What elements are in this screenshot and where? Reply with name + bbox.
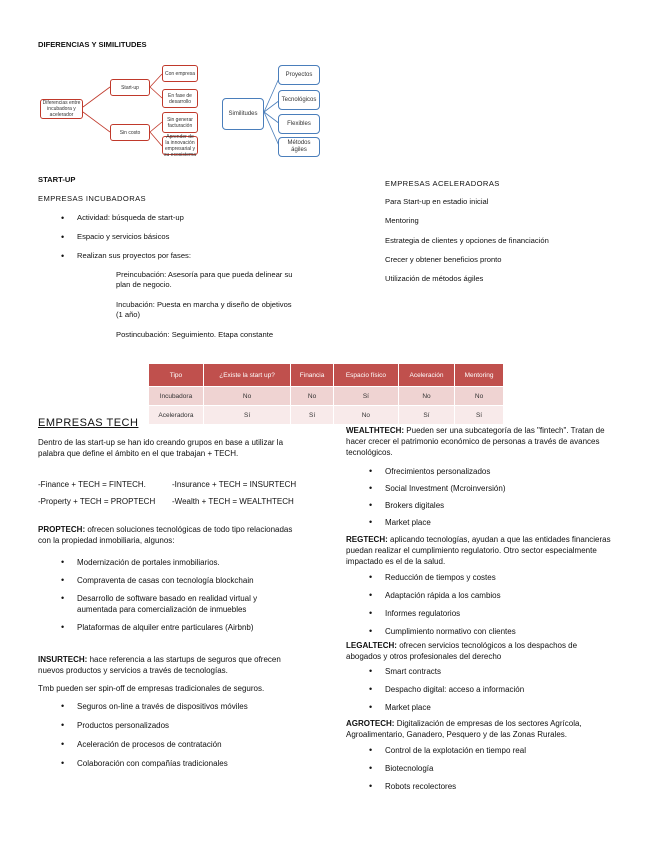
aceleradoras-line-2: Mentoring: [385, 216, 419, 225]
incubadoras-heading: EMPRESAS INCUBADORAS: [38, 194, 147, 203]
regtech-text: aplicando tecnologías, ayudan a que las entidades financieras puedan realizar el cumplimiento regulatorio. Otro sector especialmente impactado es el de la salud.: [346, 535, 611, 566]
diagram-left-leaf-4: Aprender de la innovación empresarial y su ecosistema: [162, 136, 198, 155]
phase-postincubacion: Postincubación: Seguimiento. Etapa constante: [116, 330, 274, 339]
list-item: • Biotecnología: [385, 763, 615, 774]
table-cell: No: [333, 406, 398, 425]
formula-proptech: -Property + TECH = PROPTECH: [38, 497, 156, 506]
aceleradoras-heading: EMPRESAS ACELERADORAS: [385, 179, 500, 188]
wealthtech-text: Pueden ser una subcategoría de las "fintech". Tratan de hacer crecer el patrimonio económico de personas a través de avances tecnológicos.: [346, 426, 605, 457]
diagram-right-item-1: Proyectos: [278, 65, 320, 85]
list-item: • Despacho digital: acceso a información: [385, 684, 615, 695]
regtech-list: [385, 572, 615, 637]
diagram-left-leaf-1: Con empresa: [162, 65, 198, 82]
list-item: • Colaboración con compañías tradicionales: [77, 758, 295, 769]
regtech-label: REGTECH:: [346, 535, 388, 544]
list-item: • Realizan sus proyectos por fases:: [77, 251, 191, 261]
table-cell: Incubadora: [149, 387, 204, 406]
legaltech-text: ofrecen servicios tecnológicos a los despachos de abogados y otros profesionales del derecho: [346, 641, 578, 661]
incubadoras-list: [77, 213, 191, 261]
phase-preincubacion: Preincubación: Asesoría para que pueda delinear su plan de negocio.: [116, 270, 293, 289]
table-cell: Sí: [455, 406, 504, 425]
list-item: • Ofrecimientos personalizados: [385, 466, 615, 477]
list-item: • Informes regulatorios: [385, 608, 615, 619]
table-row: [149, 406, 504, 425]
phase-incubacion: Incubación: Puesta en marcha y diseño de objetivos (1 año): [116, 300, 292, 319]
agrotech-list: [385, 745, 615, 792]
table-header: ¿Existe la start up?: [203, 364, 290, 387]
regtech-paragraph: [346, 534, 614, 567]
insurtech-list: [77, 701, 295, 769]
list-item: • Social Investment (Mcroinversión): [385, 483, 615, 494]
insurtech-note: Tmb pueden ser spin-off de empresas tradicionales de seguros.: [38, 684, 265, 693]
diagram-left-leaf-2: En fase de desarrollo: [162, 89, 198, 108]
wealthtech-paragraph: [346, 425, 614, 458]
list-item: • Actividad: búsqueda de start-up: [77, 213, 191, 223]
diagram-right-item-3: Flexibles: [278, 114, 320, 134]
list-item: • Seguros on-line a través de dispositivos móviles: [77, 701, 295, 712]
list-item: • Reducción de tiempos y costes: [385, 572, 615, 583]
page-title: DIFERENCIAS Y SIMILITUDES: [38, 40, 147, 49]
list-item: • Plataformas de alquiler entre particulares (Airbnb): [77, 622, 295, 633]
insurtech-paragraph: [38, 654, 300, 676]
list-item: • Market place: [385, 517, 615, 528]
list-item: • Compraventa de casas con tecnología blockchain: [77, 575, 295, 586]
table-header: Aceleración: [398, 364, 454, 387]
wealthtech-list: [385, 466, 615, 528]
table-row: [149, 387, 504, 406]
table-header-row: [149, 364, 504, 387]
diagram-right-root: Similitudes: [222, 98, 264, 130]
table-header: Tipo: [149, 364, 204, 387]
insurtech-label: INSURTECH:: [38, 655, 88, 664]
list-item: • Smart contracts: [385, 666, 615, 677]
table-cell: Sí: [291, 406, 334, 425]
formula-insurtech: -Insurance + TECH = INSURTECH: [172, 480, 297, 489]
table-cell: No: [455, 387, 504, 406]
aceleradoras-line-4: Crecer y obtener beneficios pronto: [385, 255, 502, 264]
table-cell: Sí: [203, 406, 290, 425]
formula-fintech: -Finance + TECH = FINTECH.: [38, 480, 146, 489]
insurtech-text: hace referencia a las startups de seguros que ofrecen nuevos productos y servicios a través de tecnologías.: [38, 655, 281, 675]
wealthtech-label: WEALTHTECH:: [346, 426, 405, 435]
table-header: Financia: [291, 364, 334, 387]
proptech-paragraph: [38, 524, 294, 546]
list-item: • Aceleración de procesos de contratación: [77, 739, 295, 750]
agrotech-paragraph: [346, 718, 616, 740]
list-item: • Productos personalizados: [77, 720, 295, 731]
proptech-list: [77, 557, 295, 633]
list-item: • Market place: [385, 702, 615, 713]
table-cell: No: [398, 387, 454, 406]
table-header: Espacio físico: [333, 364, 398, 387]
legaltech-list: [385, 666, 615, 713]
diagram-right-item-2: Tecnológicos: [278, 90, 320, 110]
diagram-right-item-4: Métodos ágiles: [278, 137, 320, 157]
list-item: • Adaptación rápida a los cambios: [385, 590, 615, 601]
agrotech-label: AGROTECH:: [346, 719, 395, 728]
tech-intro: Dentro de las start-up se han ido creando grupos en base a utilizar la palabra que define el ámbito en el que trabajan + TECH.: [38, 438, 284, 458]
table-cell: Sí: [333, 387, 398, 406]
aceleradoras-line-3: Estrategia de clientes y opciones de financiación: [385, 236, 549, 245]
table-cell: Sí: [398, 406, 454, 425]
list-item: • Cumplimiento normativo con clientes: [385, 626, 615, 637]
legaltech-label: LEGALTECH:: [346, 641, 397, 650]
diagram-left-node-costo: Sin costo: [110, 124, 150, 141]
list-item: • Control de la explotación en tiempo real: [385, 745, 615, 756]
table-header: Mentoring: [455, 364, 504, 387]
proptech-text: ofrecen soluciones tecnológicas de todo tipo relacionadas con la propiedad inmobiliaria, algunos:: [38, 525, 293, 545]
aceleradoras-line-5: Utilización de métodos ágiles: [385, 274, 484, 283]
startup-heading: START-UP: [38, 175, 76, 184]
list-item: • Modernización de portales inmobiliarios.: [77, 557, 295, 568]
proptech-label: PROPTECH:: [38, 525, 86, 534]
list-item: • Robots recolectores: [385, 781, 615, 792]
table-cell: Aceleradora: [149, 406, 204, 425]
comparison-table: [148, 363, 504, 425]
list-item: • Brokers digitales: [385, 500, 615, 511]
list-item: • Espacio y servicios básicos: [77, 232, 191, 242]
table-cell: No: [203, 387, 290, 406]
aceleradoras-line-1: Para Start-up en estadio inicial: [385, 197, 489, 206]
table-cell: No: [291, 387, 334, 406]
diagram-left-node-startup: Start-up: [110, 79, 150, 96]
diagram-left-root: Diferencias entre incubadora y acelerador: [40, 99, 83, 119]
formula-wealthtech: -Wealth + TECH = WEALTHTECH: [172, 497, 294, 506]
tech-heading: EMPRESAS TECH: [38, 417, 139, 429]
agrotech-text: Digitalización de empresas de los sectores Agrícola, Agroalimentario, Ganadero, Pesquero y de las Zonas Rurales.: [346, 719, 582, 739]
diagram-left-leaf-3: Sin generar facturación: [162, 112, 198, 133]
legaltech-paragraph: [346, 640, 614, 662]
list-item: • Desarrollo de software basado en realidad virtual y aumentada para comercialización de inmuebles: [77, 593, 295, 615]
